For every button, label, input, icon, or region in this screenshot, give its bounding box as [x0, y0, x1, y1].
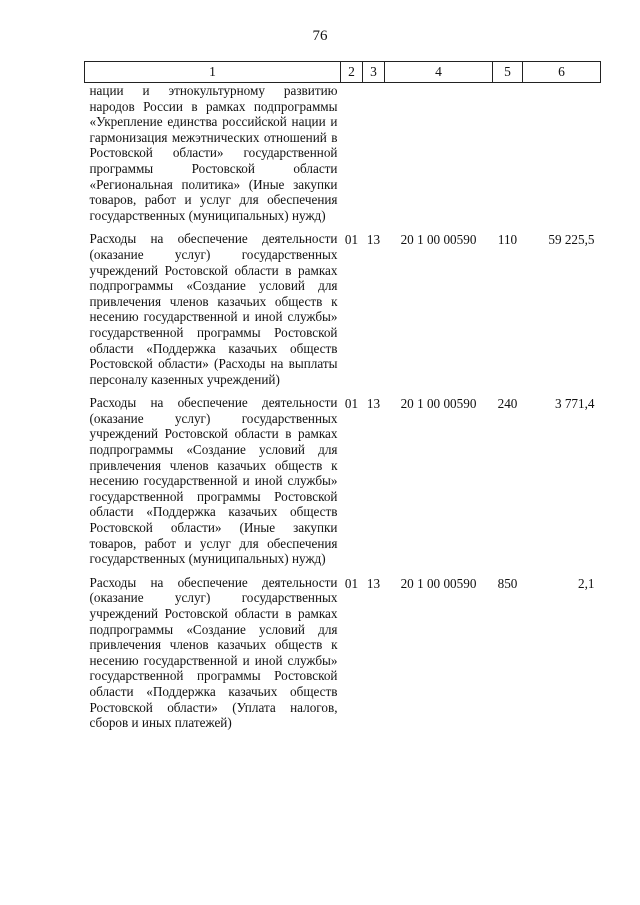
- row-expense-type-code: 240: [497, 396, 518, 412]
- row-section-code: 01: [344, 396, 359, 412]
- row-description: Расходы на обеспечение деятельности (оказание услуг) государственных учреждений Ростовской области в рамках подпрограммы «Создание условий для привлечения членов казачьих обществ к несению государственной и иной службы» государственной программы Ростовской области «Поддержка казачьих обществ Ростовской области» (Уплата налогов, сборов и иных платежей): [89, 574, 338, 731]
- header-col-6: 6: [523, 62, 601, 83]
- row-expense-type-code: 850: [497, 575, 518, 591]
- row-target-code: 20 1 00 00590: [400, 575, 477, 591]
- row-target-code: [385, 83, 493, 232]
- table-row: [85, 231, 601, 395]
- row-description: Расходы на обеспечение деятельности (оказание услуг) государственных учреждений Ростовской области в рамках подпрограммы «Создание условий для привлечения членов казачьих обществ к несению государственной и иной службы» государственной программы Ростовской области «Поддержка казачьих обществ Ростовской области» (Расходы на выплаты персоналу казенных учреждений): [89, 231, 338, 387]
- row-section-code: 01: [344, 232, 359, 248]
- table-row: [85, 575, 601, 739]
- row-subsection-code: [363, 83, 385, 232]
- row-section-code: 01: [344, 575, 359, 591]
- table-body: [85, 83, 601, 739]
- row-amount: 2,1: [578, 575, 595, 591]
- header-col-3: 3: [363, 62, 385, 83]
- table-row: [85, 395, 601, 575]
- row-subsection-code: 13: [366, 575, 381, 591]
- row-expense-type-code: 110: [497, 232, 518, 248]
- row-amount: 3 771,4: [554, 396, 595, 412]
- row-subsection-code: 13: [366, 232, 381, 248]
- row-target-code: 20 1 00 00590: [400, 396, 477, 412]
- row-description: Расходы на обеспечение деятельности (оказание услуг) государственных учреждений Ростовской области в рамках подпрограммы «Создание условий для привлечения членов казачьих обществ к несению государственной и иной службы» государственной программы Ростовской области «Поддержка казачьих обществ Ростовской области» (Иные закупки товаров, работ и услуг для обеспечения государственных (муниципальных) нужд): [89, 395, 338, 567]
- header-col-4: 4: [385, 62, 493, 83]
- row-description: нации и этнокультурному развитию народов России в рамках подпрограммы «Укрепление единства российской нации и гармонизация межэтнических отношений в Ростовской области» государственной программы Ростовской области «Региональная политика» (Иные закупки товаров, работ и услуг для обеспечения государственных (муниципальных) нужд): [89, 83, 338, 223]
- row-expense-type-code: [493, 83, 523, 232]
- header-col-5: 5: [493, 62, 523, 83]
- page-number: 76: [312, 28, 328, 44]
- row-section-code: [341, 83, 363, 232]
- header-col-2: 2: [341, 62, 363, 83]
- row-amount: [523, 83, 601, 232]
- row-amount: 59 225,5: [548, 232, 595, 248]
- table-row: [85, 83, 601, 232]
- table-header: [85, 62, 601, 83]
- budget-table: [84, 61, 601, 739]
- header-row: [85, 62, 601, 83]
- row-subsection-code: 13: [366, 396, 381, 412]
- row-target-code: 20 1 00 00590: [400, 232, 477, 248]
- header-col-1: 1: [85, 62, 341, 83]
